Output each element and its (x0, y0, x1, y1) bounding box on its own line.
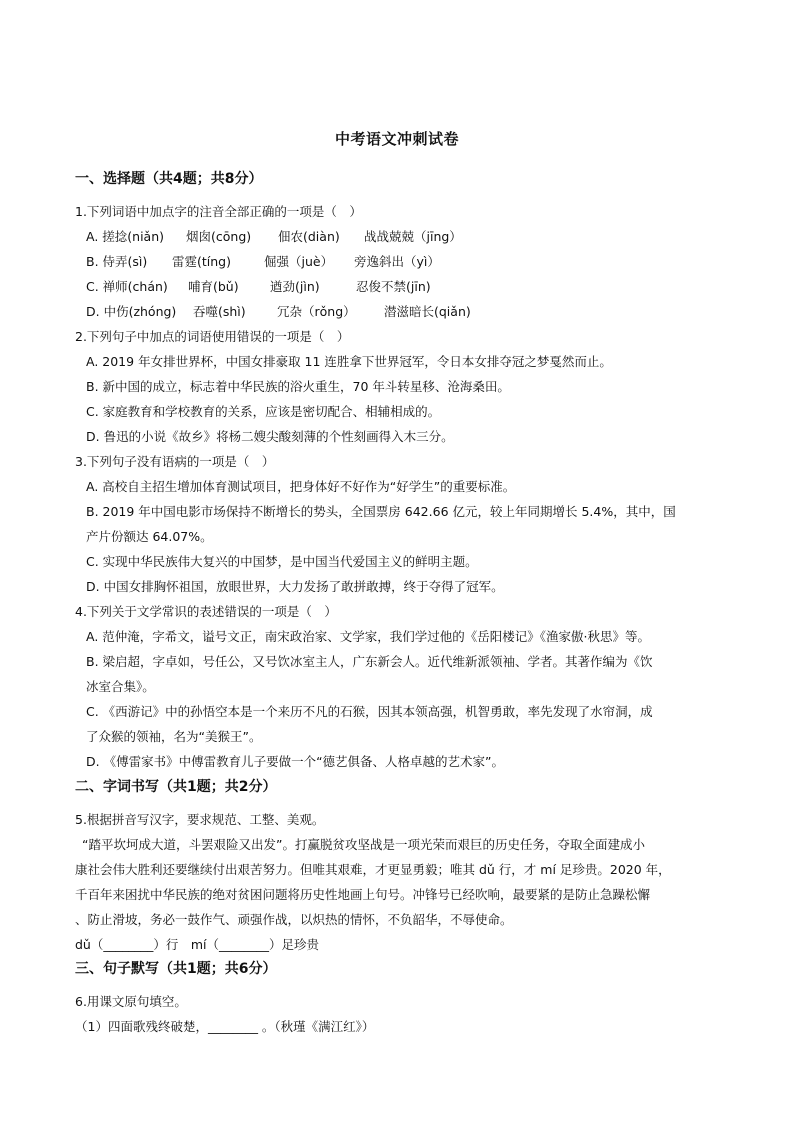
question-1-option-c[interactable]: C. 禅师(chán) 哺育(bǔ) 遒劲(jìn) 忍俊不禁(jīn) (86, 279, 431, 294)
question-6-item-1[interactable]: （1）四面歌残终破楚，________ 。（秋瑾《满江红》） (75, 1019, 375, 1034)
page-title: 中考语文冲刺试卷 (334, 130, 459, 148)
question-5-stem: 5.根据拼音写汉字，要求规范、工整、美观。 (75, 812, 325, 827)
question-3-option-a[interactable]: A. 高校自主招生增加体育测试项目，把身体好不好作为“好学生”的重要标准。 (86, 479, 516, 494)
question-5-passage-line-1: “踏平坎坷成大道，斗罢艰险又出发”。打赢脱贫攻坚战是一项光荣而艰巨的历史任务，夺取全面建成小 (82, 837, 645, 852)
question-4-option-c-line-2[interactable]: 了众猴的领袖，名为“美猴王”。 (86, 729, 262, 744)
question-4-option-a[interactable]: A. 范仲淹，字希文，谥号文正，南宋政治家、文学家，我们学过他的《岳阳楼记》《渔家傲·秋思》等。 (86, 629, 651, 644)
question-3-option-c[interactable]: C. 实现中华民族伟大复兴的中国梦，是中国当代爱国主义的鲜明主题。 (86, 554, 478, 569)
question-5-passage-line-3: 千百年来困扰中华民族的绝对贫困问题将历史性地画上句号。冲锋号已经吹响，最要紧的是防止急躁松懈 (75, 887, 651, 902)
section-heading-writing: 二、字词书写（共1题；共2分） (75, 779, 277, 795)
question-2-option-b[interactable]: B. 新中国的成立，标志着中华民族的浴火重生，70 年斗转星移、沧海桑田。 (86, 379, 510, 394)
section-heading-recitation: 三、句子默写（共1题；共6分） (75, 961, 277, 977)
question-1-option-b[interactable]: B. 侍弄(sì) 雷霆(tíng) 倔强（juè） 旁逸斜出（yì） (86, 254, 440, 269)
question-3-option-b-line-2[interactable]: 产片份额达 64.07%。 (86, 529, 213, 544)
question-1-option-a[interactable]: A. 搓捻(niǎn) 烟囱(cōng) 佃农(diàn) 战战兢兢（jīng） (86, 229, 462, 244)
question-5-passage-line-2: 康社会伟大胜利还要继续付出艰苦努力。但唯其艰难，才更显勇毅；唯其 dǔ 行，才 mí 足珍贵。2020 年， (75, 862, 671, 877)
question-4-option-c-line-1[interactable]: C. 《西游记》中的孙悟空本是一个来历不凡的石猴，因其本领高强，机智勇敢，率先发现了水帘洞，成 (86, 704, 653, 719)
question-4-option-b-line-1[interactable]: B. 梁启超，字卓如，号任公，又号饮冰室主人，广东新会人。近代维新派领袖、学者。其著作编为《饮 (86, 654, 653, 669)
question-3-option-d[interactable]: D. 中国女排胸怀祖国，放眼世界，大力发扬了敢拼敢搏，终于夺得了冠军。 (86, 579, 504, 594)
question-3-stem: 3.下列句子没有语病的一项是（ ） (75, 454, 275, 469)
question-1-option-d[interactable]: D. 中伤(zhóng) 吞噬(shì) 冗杂（rǒng） 潜滋暗长(qiǎn) (86, 304, 471, 319)
question-4-option-d[interactable]: D. 《傅雷家书》中傅雷教育儿子要做一个“德艺俱备、人格卓越的艺术家”。 (86, 754, 505, 769)
question-1-stem: 1.下列词语中加点字的注音全部正确的一项是（ ） (75, 204, 362, 219)
question-5-passage-line-4: 、防止滑坡，务必一鼓作气、顽强作战，以炽热的情怀，不负韶华，不辱使命。 (75, 912, 513, 927)
question-2-stem: 2.下列句子中加点的词语使用错误的一项是（ ） (75, 329, 350, 344)
question-4-option-b-line-2[interactable]: 冰室合集》。 (86, 679, 155, 694)
question-2-option-a[interactable]: A. 2019 年女排世界杯，中国女排豪取 11 连胜拿下世界冠军，令日本女排夺冠之梦戛然而止。 (86, 354, 612, 369)
question-4-stem: 4.下列关于文学常识的表述错误的一项是（ ） (75, 604, 337, 619)
question-2-option-d[interactable]: D. 鲁迅的小说《故乡》将杨二嫂尖酸刻薄的个性刻画得入木三分。 (86, 429, 454, 444)
question-2-option-c[interactable]: C. 家庭教育和学校教育的关系，应该是密切配合、相辅相成的。 (86, 404, 441, 419)
question-3-option-b-line-1[interactable]: B. 2019 年中国电影市场保持不断增长的势头，全国票房 642.66 亿元，较上年同期增长 5.4%，其中，国 (86, 504, 676, 519)
section-heading-choice: 一、选择题（共4题；共8分） (75, 171, 263, 187)
question-6-stem: 6.用课文原句填空。 (75, 994, 187, 1009)
question-5-answer-blanks[interactable]: dǔ（________）行 mí（________）足珍贵 (75, 937, 320, 952)
